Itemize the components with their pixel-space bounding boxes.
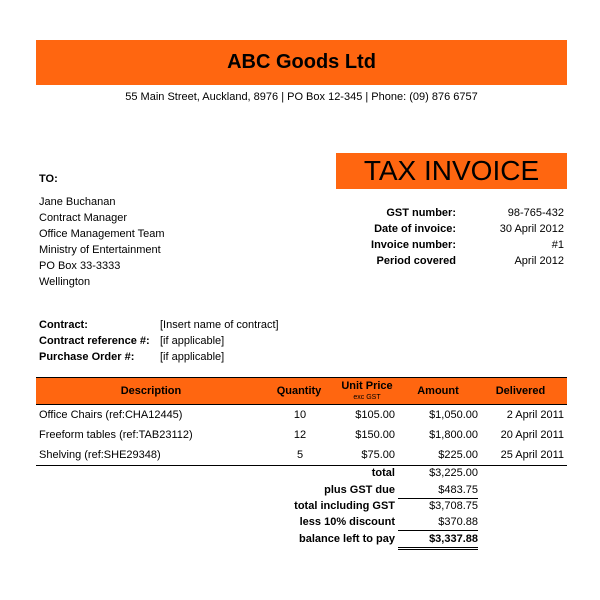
row-amount: $225.00	[438, 449, 478, 461]
gst-number-label: GST number:	[386, 207, 456, 219]
recipient-line: Office Management Team	[39, 228, 165, 240]
items-table-header	[36, 377, 567, 405]
table-row	[36, 409, 567, 425]
recipient-line: Wellington	[39, 276, 91, 288]
invoice-title-box	[336, 153, 567, 189]
row-quantity: 10	[293, 409, 307, 421]
row-description: Shelving (ref:SHE29348)	[39, 449, 161, 461]
company-address: 55 Main Street, Auckland, 8976 | PO Box 12-345 | Phone: (09) 876 6757	[125, 91, 478, 103]
row-delivered: 20 April 2011	[500, 429, 564, 441]
row-quantity: 12	[293, 429, 307, 441]
subtotal-rule	[398, 498, 478, 499]
header-unit-price-sub: exc GST	[353, 394, 381, 401]
contract-reference-label: Contract reference #:	[39, 335, 150, 347]
contract-reference-value: [if applicable]	[160, 335, 225, 347]
row-quantity: 5	[296, 449, 304, 461]
invoice-title: TAX INVOICE	[363, 155, 540, 186]
total-value: $3,225.00	[429, 467, 478, 479]
invoice-date-label: Date of invoice:	[374, 223, 456, 235]
invoice-number-value: #1	[551, 239, 564, 251]
total-incl-gst-label: total including GST	[294, 500, 395, 512]
table-row	[36, 429, 567, 445]
to-label: TO:	[39, 173, 58, 185]
balance-rule-bottom	[398, 549, 478, 550]
contract-label: Contract:	[39, 319, 88, 331]
period-covered-value: April 2012	[514, 255, 564, 267]
gst-due-label: plus GST due	[324, 484, 395, 496]
purchase-order-value: [if applicable]	[160, 351, 225, 363]
row-unit-price: $75.00	[361, 449, 395, 461]
company-name: ABC Goods Ltd	[227, 51, 376, 73]
company-banner	[36, 40, 567, 85]
period-covered-label: Period covered	[376, 255, 456, 267]
row-delivered: 25 April 2011	[500, 449, 564, 461]
invoice-number-label: Invoice number:	[371, 239, 456, 251]
total-incl-gst-value: $3,708.75	[429, 500, 478, 512]
row-delivered: 2 April 2011	[506, 409, 564, 421]
header-unit-price	[332, 378, 402, 403]
row-description: Office Chairs (ref:CHA12445)	[39, 409, 183, 421]
purchase-order-label: Purchase Order #:	[39, 351, 135, 363]
header-delivered: Delivered	[495, 384, 546, 397]
balance-label: balance left to pay	[299, 533, 395, 545]
total-label: total	[371, 467, 395, 479]
balance-value: $3,337.88	[429, 533, 478, 545]
recipient-block	[39, 194, 165, 290]
recipient-line: Ministry of Entertainment	[39, 244, 161, 256]
row-amount: $1,050.00	[429, 409, 478, 421]
row-description: Freeform tables (ref:TAB23112)	[39, 429, 193, 441]
recipient-line: PO Box 33-3333	[39, 260, 121, 272]
header-unit-price-label: Unit Price	[341, 380, 393, 392]
gst-number-value: 98-765-432	[507, 207, 564, 219]
header-amount: Amount	[417, 384, 459, 397]
header-description: Description	[120, 384, 182, 397]
discount-rule	[398, 530, 478, 531]
discount-label: less 10% discount	[299, 516, 395, 528]
recipient-line: Jane Buchanan	[39, 196, 116, 208]
invoice-date-value: 30 April 2012	[499, 223, 564, 235]
gst-due-value: $483.75	[438, 484, 478, 496]
row-unit-price: $105.00	[355, 409, 395, 421]
contract-value: [Insert name of contract]	[160, 319, 279, 331]
recipient-line: Contract Manager	[39, 212, 128, 224]
discount-value: $370.88	[438, 516, 478, 528]
balance-rule-top	[398, 547, 478, 548]
table-row	[36, 449, 567, 465]
row-unit-price: $150.00	[355, 429, 395, 441]
row-amount: $1,800.00	[429, 429, 478, 441]
table-bottom-rule	[36, 465, 567, 466]
header-quantity: Quantity	[276, 384, 322, 397]
